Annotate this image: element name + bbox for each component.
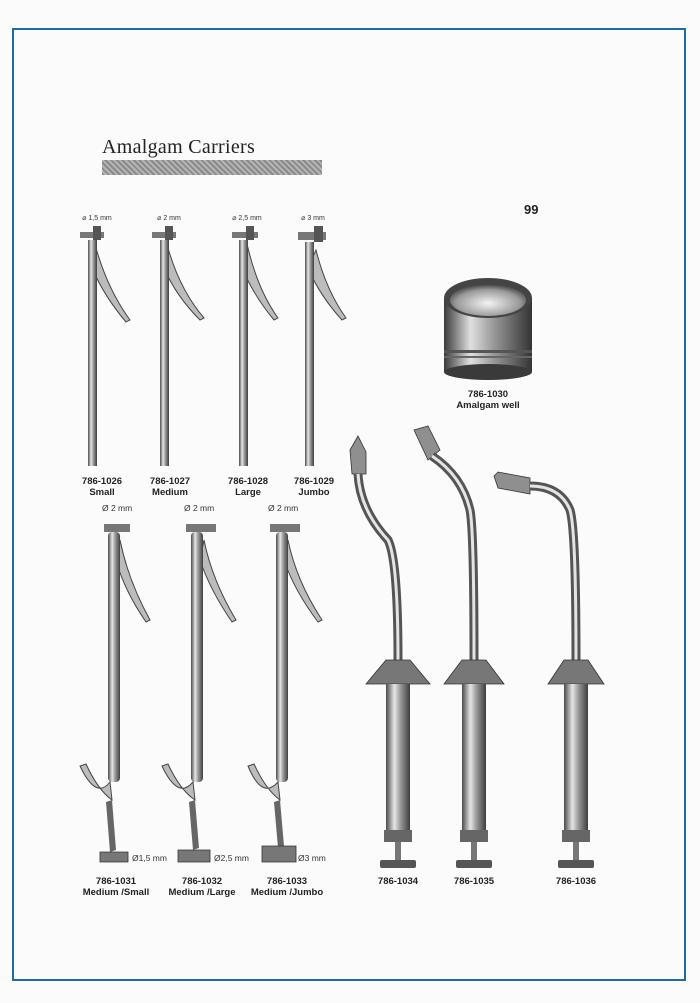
product-label — [160, 876, 244, 898]
syringe-786-1034 — [350, 436, 430, 868]
product-code: 786-1034 — [377, 876, 419, 887]
product-code: 786-1030 — [467, 389, 509, 400]
product-size: Medium /Jumbo — [250, 887, 324, 898]
carrier-diameter-label: ⌀ 2,5 mm — [232, 215, 262, 222]
product-code: 786-1029 — [293, 476, 335, 487]
carrier-top-diameter-label: Ø 2 mm — [184, 503, 215, 513]
product-code: 786-1035 — [453, 876, 495, 887]
product-name: Amalgam well — [456, 400, 520, 411]
product-label — [140, 476, 200, 498]
product-size: Jumbo — [298, 487, 330, 498]
carrier-786-1033 — [248, 524, 322, 862]
product-label — [218, 476, 278, 498]
product-code: 786-1027 — [149, 476, 191, 487]
product-size: Medium /Large — [168, 887, 236, 898]
carrier-786-1031 — [80, 524, 150, 862]
product-size: Medium — [152, 487, 188, 498]
carrier-786-1026 — [80, 226, 130, 466]
section-title: Amalgam Carriers — [102, 136, 256, 158]
product-code: 786-1031 — [95, 876, 137, 887]
product-code: 786-1026 — [81, 476, 123, 487]
syringe-786-1036 — [494, 472, 604, 868]
carrier-786-1027 — [152, 226, 204, 466]
syringe-786-1035 — [414, 426, 504, 868]
product-size: Small — [89, 487, 115, 498]
carrier-bottom-diameter-label: Ø1,5 mm — [132, 853, 167, 863]
product-code: 786-1036 — [555, 876, 597, 887]
carrier-diameter-label: ⌀ 3 mm — [301, 215, 325, 222]
product-size: Large — [235, 487, 261, 498]
product-label — [438, 389, 538, 411]
carrier-786-1028 — [232, 226, 278, 466]
carrier-786-1029 — [298, 226, 346, 466]
carrier-786-1032 — [162, 524, 236, 862]
product-code: 786-1033 — [266, 876, 308, 887]
product-label — [244, 876, 330, 898]
carrier-bottom-diameter-label: Ø2,5 mm — [214, 853, 249, 863]
product-label — [72, 476, 132, 498]
product-label — [284, 476, 344, 498]
carrier-diameter-label: ⌀ 1,5 mm — [82, 215, 112, 222]
carrier-top-diameter-label: Ø 2 mm — [102, 503, 133, 513]
page-number: 99 — [524, 202, 539, 217]
amalgam-well-image — [444, 278, 532, 380]
product-code: 786-1032 — [181, 876, 223, 887]
product-code: 786-1028 — [227, 476, 269, 487]
carrier-diameter-label: ⌀ 2 mm — [157, 215, 181, 222]
carrier-top-diameter-label: Ø 2 mm — [268, 503, 299, 513]
product-label — [76, 876, 156, 898]
product-size: Medium /Small — [82, 887, 150, 898]
carrier-bottom-diameter-label: Ø3 mm — [298, 853, 326, 863]
